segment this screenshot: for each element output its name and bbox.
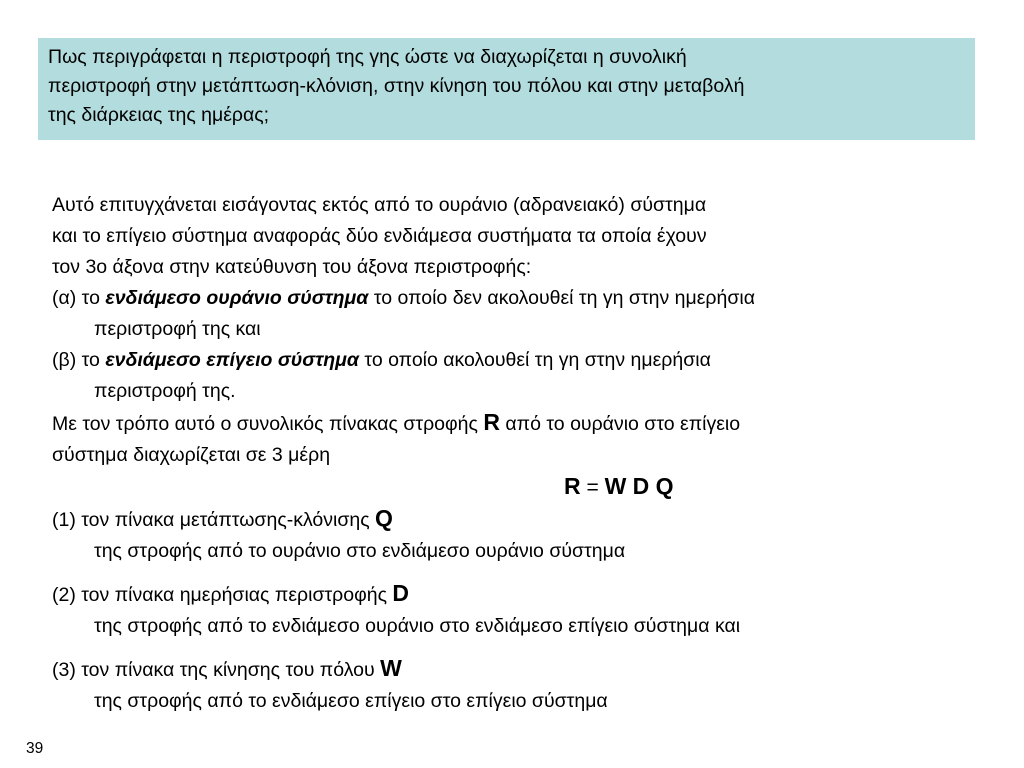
equation-right: W D Q bbox=[604, 473, 674, 499]
matrix-sentence-text: Με τον τρόπο αυτό ο συνολικός πίνακας στροφής bbox=[52, 413, 484, 435]
item-a-term: ενδιάμεσο ουράνιο σύστημα bbox=[105, 287, 369, 309]
part-1 bbox=[52, 503, 992, 536]
part-3-description: της στροφής από το ενδιάμεσο επίγειο στο επίγειο σύστημα bbox=[94, 690, 608, 712]
matrix-sentence-text: από το ουράνιο στο επίγειο bbox=[499, 413, 741, 435]
question-line: Πως περιγράφεται η περιστροφή της γης ώστε να διαχωρίζεται η συνολική bbox=[48, 46, 687, 68]
part-2-text: (2) τον πίνακα ημερήσιας περιστροφής bbox=[52, 584, 393, 606]
item-b bbox=[52, 345, 992, 376]
matrix-symbol-r: R bbox=[483, 409, 500, 435]
equation bbox=[52, 471, 992, 503]
item-b-text: το οποίο ακολουθεί τη γη στην ημερήσια bbox=[358, 349, 711, 371]
item-b-prefix: (β) το bbox=[52, 349, 106, 371]
answer-body bbox=[52, 190, 992, 717]
part-1-text: (1) τον πίνακα μετάπτωσης-κλόνισης bbox=[52, 509, 376, 531]
question-line: της διάρκειας της ημέρας; bbox=[48, 104, 270, 126]
item-a-prefix: (α) το bbox=[52, 287, 106, 309]
question-box bbox=[38, 38, 975, 140]
matrix-sentence bbox=[52, 407, 992, 440]
part-1-description: της στροφής από το ουράνιο στο ενδιάμεσο ουράνιο σύστημα bbox=[94, 540, 626, 562]
intro-line: τον 3ο άξονα στην κατεύθυνση του άξονα περιστροφής: bbox=[52, 256, 532, 278]
matrix-sentence-continuation: σύστημα διαχωρίζεται σε 3 μέρη bbox=[52, 444, 331, 466]
part-3-text: (3) τον πίνακα της κίνησης του πόλου bbox=[52, 659, 381, 681]
page-number: 39 bbox=[26, 740, 44, 757]
item-a-continuation: περιστροφή της και bbox=[94, 318, 261, 340]
question-line: περιστροφή στην μετάπτωση-κλόνιση, στην κίνηση του πόλου και στην μεταβολή bbox=[48, 75, 745, 97]
part-2-symbol: D bbox=[392, 580, 410, 606]
part-2 bbox=[52, 578, 992, 611]
equation-operator: = bbox=[580, 476, 605, 499]
item-b-term: ενδιάμεσο επίγειο σύστημα bbox=[105, 349, 359, 371]
part-1-symbol: Q bbox=[375, 505, 393, 531]
item-a-text: το οποίο δεν ακολουθεί τη γη στην ημερήσια bbox=[368, 287, 756, 309]
item-a bbox=[52, 283, 992, 314]
intro-line: Αυτό επιτυγχάνεται εισάγοντας εκτός από το ουράνιο (αδρανειακό) σύστημα bbox=[52, 194, 707, 216]
equation-left: R bbox=[564, 473, 581, 499]
item-b-continuation: περιστροφή της. bbox=[94, 380, 236, 402]
part-3 bbox=[52, 653, 992, 686]
part-2-description: της στροφής από το ενδιάμεσο ουράνιο στο ενδιάμεσο επίγειο σύστημα και bbox=[94, 615, 741, 637]
part-3-symbol: W bbox=[380, 655, 402, 681]
intro-line: και το επίγειο σύστημα αναφοράς δύο ενδιάμεσα συστήματα τα οποία έχουν bbox=[52, 225, 707, 247]
